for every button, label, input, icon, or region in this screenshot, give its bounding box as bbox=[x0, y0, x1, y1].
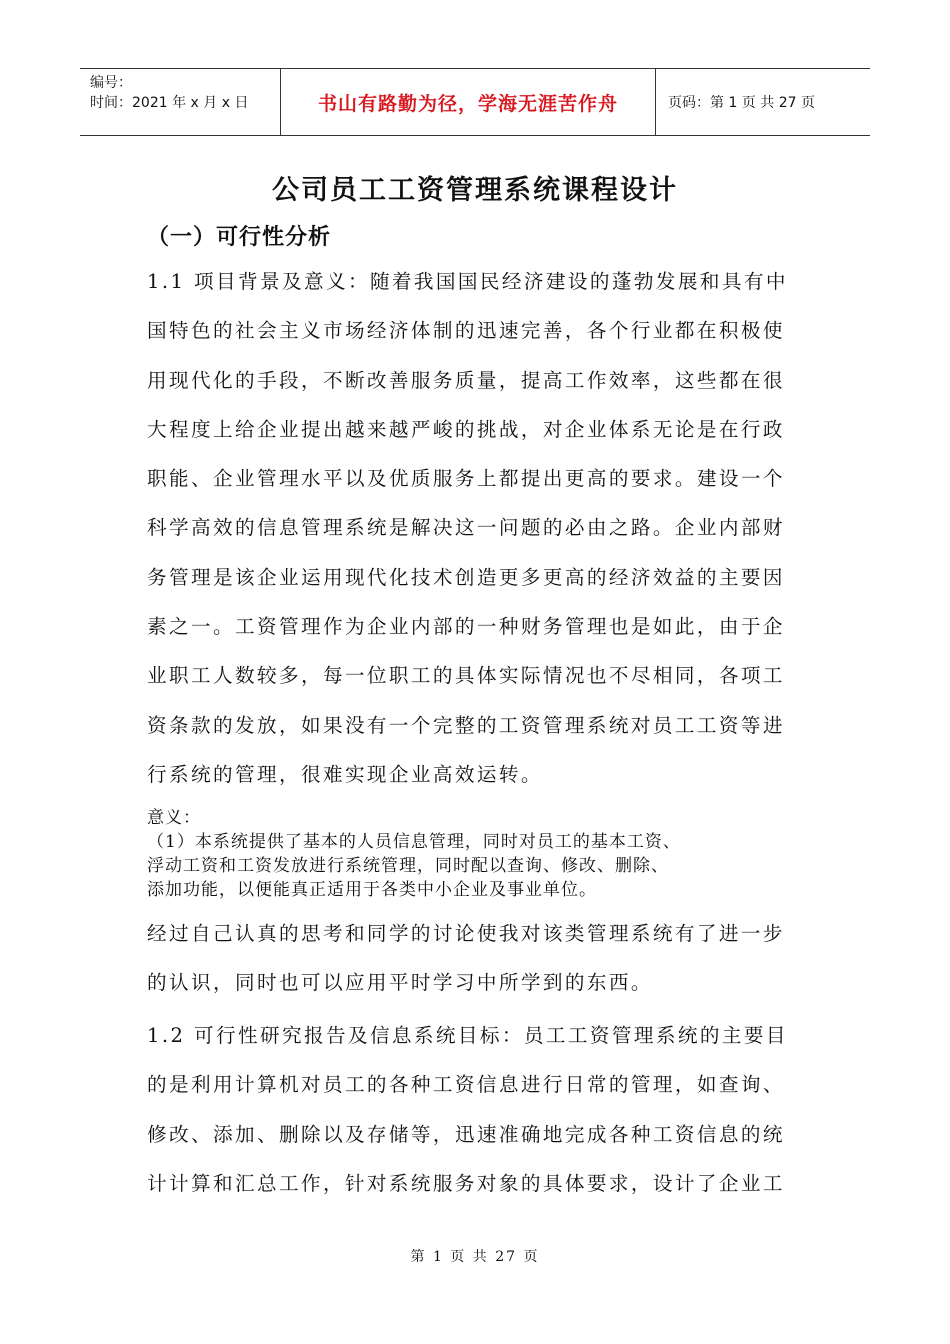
paragraph-line: 资条款的发放，如果没有一个完整的工资管理系统对员工工资等进 bbox=[147, 713, 785, 737]
motto-text: 书山有路勤为径，学海无涯苦作舟 bbox=[317, 92, 618, 115]
paragraph-line: 职能、企业管理水平以及优质服务上都提出更高的要求。建设一个 bbox=[147, 467, 785, 491]
paragraph-line: 素之一。工资管理作为企业内部的一种财务管理也是如此，由于企 bbox=[147, 615, 785, 639]
meaning-block bbox=[147, 806, 812, 902]
document-header bbox=[80, 68, 870, 136]
number-label: 编号： bbox=[90, 75, 132, 91]
paragraph-background bbox=[147, 268, 812, 810]
header-motto-cell bbox=[281, 69, 656, 135]
meaning-line: 意义： bbox=[147, 808, 201, 828]
paragraph-line: 1.2 可行性研究报告及信息系统目标：员工工资管理系统的主要目 bbox=[147, 1024, 788, 1047]
page-footer: 第 1 页 共 27 页 bbox=[410, 1249, 540, 1265]
paragraph-line: 大程度上给企业提出越来越严峻的挑战，对企业体系无论是在行政 bbox=[147, 417, 785, 441]
section-heading: （一）可行性分析 bbox=[147, 224, 332, 250]
meaning-line: （1）本系统提供了基本的人员信息管理，同时对员工的基本工资、 bbox=[147, 832, 681, 852]
header-meta-cell bbox=[80, 69, 281, 135]
paragraph-line: 的认识，同时也可以应用平时学习中所学到的东西。 bbox=[147, 971, 653, 995]
header-page-cell bbox=[656, 69, 870, 135]
paragraph-feasibility bbox=[147, 1022, 812, 1219]
page-info: 页码：第 1 页 共 27 页 bbox=[668, 95, 815, 111]
paragraph-line: 经过自己认真的思考和同学的讨论使我对该类管理系统有了进一步 bbox=[147, 922, 785, 945]
paragraph-line: 的是利用计算机对员工的各种工资信息进行日常的管理，如查询、 bbox=[147, 1073, 785, 1097]
time-label: 时间：2021 年 x 月 x 日 bbox=[90, 95, 249, 111]
meaning-line: 浮动工资和工资发放进行系统管理，同时配以查询、修改、删除、 bbox=[147, 856, 669, 876]
meaning-line: 添加功能，以便能真正适用于各类中小企业及事业单位。 bbox=[147, 880, 597, 900]
paragraph-line: 务管理是该企业运用现代化技术创造更多更高的经济效益的主要因 bbox=[147, 565, 785, 589]
document-title: 公司员工工资管理系统课程设计 bbox=[272, 175, 678, 206]
paragraph-line: 计计算和汇总工作，针对系统服务对象的具体要求，设计了企业工 bbox=[147, 1171, 785, 1195]
paragraph-line: 1.1 项目背景及意义：随着我国国民经济建设的蓬勃发展和具有中 bbox=[147, 270, 788, 293]
paragraph-line: 国特色的社会主义市场经济体制的迅速完善，各个行业都在积极使 bbox=[147, 319, 785, 343]
paragraph-line: 行系统的管理，很难实现企业高效运转。 bbox=[147, 762, 543, 786]
paragraph-line: 修改、添加、删除以及存储等，迅速准确地完成各种工资信息的统 bbox=[147, 1122, 785, 1146]
paragraph-line: 业职工人数较多，每一位职工的具体实际情况也不尽相同，各项工 bbox=[147, 664, 785, 688]
paragraph-reflection bbox=[147, 920, 812, 1019]
paragraph-line: 用现代化的手段，不断改善服务质量，提高工作效率，这些都在很 bbox=[147, 368, 785, 392]
paragraph-line: 科学高效的信息管理系统是解决这一问题的必由之路。企业内部财 bbox=[147, 516, 785, 540]
